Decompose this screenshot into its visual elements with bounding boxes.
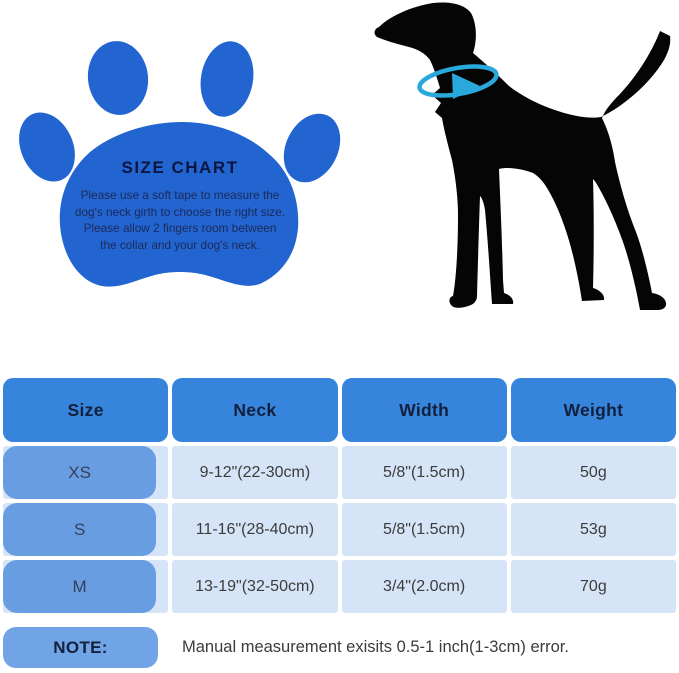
note-text: Manual measurement exisits 0.5-1 inch(1-3cm) error. — [182, 638, 569, 656]
table-row-m-weight-cell: 70g — [511, 560, 676, 613]
column-header-neck: Neck — [172, 378, 337, 442]
table-row-s-size-cell — [3, 503, 168, 556]
size-chart-title: SIZE CHART — [121, 158, 239, 177]
dog-silhouette-graphic — [357, 0, 679, 335]
size-pill-m: M — [3, 560, 156, 613]
paw-toe-midright-icon — [195, 37, 259, 121]
instruction-line: dog's neck girth to choose the right size. — [74, 204, 286, 219]
size-pill-s: S — [3, 503, 156, 556]
dog-silhouette-icon — [357, 0, 679, 335]
paw-toe-midleft-icon — [84, 38, 153, 119]
table-row-xs-width-cell: 5/8"(1.5cm) — [342, 446, 507, 499]
size-table — [3, 378, 676, 613]
paw-print-graphic — [0, 20, 360, 330]
column-header-weight: Weight — [511, 378, 676, 442]
table-row-m-width-cell: 3/4"(2.0cm) — [342, 560, 507, 613]
table-row-s-width-cell: 5/8"(1.5cm) — [342, 503, 507, 556]
instruction-line: Please use a soft tape to measure the — [80, 188, 280, 202]
instruction-line: the collar and your dog's neck. — [100, 237, 260, 252]
table-row-s-weight-cell: 53g — [511, 503, 676, 556]
size-pill-xs: XS — [3, 446, 156, 499]
column-header-width: Width — [342, 378, 507, 442]
note-label-pill: NOTE: — [3, 627, 158, 668]
instruction-line: Please allow 2 fingers room between — [83, 221, 277, 235]
table-row-xs-weight-cell: 50g — [511, 446, 676, 499]
note-row — [3, 627, 673, 668]
table-row-m-neck-cell: 13-19"(32-50cm) — [172, 560, 337, 613]
table-row-xs-size-cell — [3, 446, 168, 499]
table-row-xs-neck-cell: 9-12"(22-30cm) — [172, 446, 337, 499]
table-row-s-neck-cell: 11-16"(28-40cm) — [172, 503, 337, 556]
table-row-m-size-cell — [3, 560, 168, 613]
dog-body-shape — [375, 2, 671, 310]
column-header-size: Size — [3, 378, 168, 442]
size-chart-instructions — [50, 158, 310, 253]
